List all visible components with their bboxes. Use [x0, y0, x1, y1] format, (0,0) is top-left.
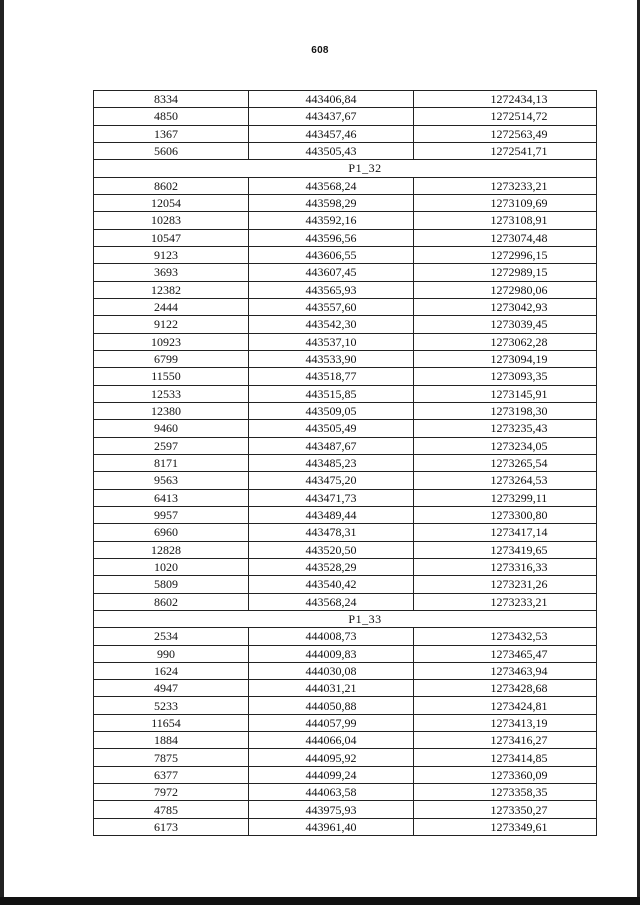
x-coordinate-cell: 443598,29 — [249, 194, 414, 211]
coordinates-table — [93, 90, 597, 836]
point-id-cell: 3693 — [94, 264, 249, 281]
table-row — [94, 194, 597, 211]
table-row — [94, 576, 597, 593]
table-row — [94, 784, 597, 801]
table-row — [94, 368, 597, 385]
section-header-row — [94, 160, 597, 177]
point-id-cell: 12533 — [94, 385, 249, 402]
x-coordinate-cell: 444008,73 — [249, 628, 414, 645]
table-row — [94, 680, 597, 697]
x-coordinate-cell: 443437,67 — [249, 108, 414, 125]
table-row — [94, 662, 597, 679]
x-coordinate-cell: 443607,45 — [249, 264, 414, 281]
table-row — [94, 697, 597, 714]
y-coordinate-cell: 1273235,43 — [414, 420, 597, 437]
x-coordinate-cell: 443975,93 — [249, 801, 414, 818]
x-coordinate-cell: 443540,42 — [249, 576, 414, 593]
y-coordinate-cell: 1273299,11 — [414, 489, 597, 506]
x-coordinate-cell: 443537,10 — [249, 333, 414, 350]
x-coordinate-cell: 443487,67 — [249, 437, 414, 454]
point-id-cell: 6960 — [94, 524, 249, 541]
table-row — [94, 264, 597, 281]
y-coordinate-cell: 1273463,94 — [414, 662, 597, 679]
y-coordinate-cell: 1273360,09 — [414, 766, 597, 783]
point-id-cell: 11550 — [94, 368, 249, 385]
table-row — [94, 420, 597, 437]
y-coordinate-cell: 1272980,06 — [414, 281, 597, 298]
x-coordinate-cell: 443606,55 — [249, 246, 414, 263]
point-id-cell: 1020 — [94, 558, 249, 575]
x-coordinate-cell: 444031,21 — [249, 680, 414, 697]
table-row — [94, 281, 597, 298]
x-coordinate-cell: 443961,40 — [249, 818, 414, 835]
y-coordinate-cell: 1273094,19 — [414, 350, 597, 367]
x-coordinate-cell: 444095,92 — [249, 749, 414, 766]
y-coordinate-cell: 1272563,49 — [414, 125, 597, 142]
y-coordinate-cell: 1273108,91 — [414, 212, 597, 229]
x-coordinate-cell: 443505,49 — [249, 420, 414, 437]
table-row — [94, 524, 597, 541]
x-coordinate-cell: 443471,73 — [249, 489, 414, 506]
y-coordinate-cell: 1273042,93 — [414, 298, 597, 315]
x-coordinate-cell: 443518,77 — [249, 368, 414, 385]
y-coordinate-cell: 1273145,91 — [414, 385, 597, 402]
y-coordinate-cell: 1272989,15 — [414, 264, 597, 281]
y-coordinate-cell: 1273234,05 — [414, 437, 597, 454]
point-id-cell: 12054 — [94, 194, 249, 211]
point-id-cell: 10923 — [94, 333, 249, 350]
y-coordinate-cell: 1273264,53 — [414, 472, 597, 489]
point-id-cell: 9563 — [94, 472, 249, 489]
point-id-cell: 12380 — [94, 402, 249, 419]
y-coordinate-cell: 1273349,61 — [414, 818, 597, 835]
table-row — [94, 818, 597, 835]
y-coordinate-cell: 1273231,26 — [414, 576, 597, 593]
y-coordinate-cell: 1273233,21 — [414, 177, 597, 194]
table-row — [94, 333, 597, 350]
point-id-cell: 9122 — [94, 316, 249, 333]
x-coordinate-cell: 444030,08 — [249, 662, 414, 679]
table-row — [94, 645, 597, 662]
point-id-cell: 8602 — [94, 177, 249, 194]
table-row — [94, 506, 597, 523]
x-coordinate-cell: 443457,46 — [249, 125, 414, 142]
x-coordinate-cell: 443485,23 — [249, 454, 414, 471]
point-id-cell: 1367 — [94, 125, 249, 142]
table-row — [94, 212, 597, 229]
y-coordinate-cell: 1272996,15 — [414, 246, 597, 263]
y-coordinate-cell: 1272434,13 — [414, 91, 597, 108]
y-coordinate-cell: 1273465,47 — [414, 645, 597, 662]
table-row — [94, 350, 597, 367]
point-id-cell: 9123 — [94, 246, 249, 263]
point-id-cell: 12382 — [94, 281, 249, 298]
point-id-cell: 9460 — [94, 420, 249, 437]
y-coordinate-cell: 1272541,71 — [414, 142, 597, 159]
x-coordinate-cell: 443515,85 — [249, 385, 414, 402]
coordinates-table-body — [94, 91, 597, 836]
point-id-cell: 8171 — [94, 454, 249, 471]
point-id-cell: 2597 — [94, 437, 249, 454]
point-id-cell: 4850 — [94, 108, 249, 125]
point-id-cell: 8334 — [94, 91, 249, 108]
section-label: P1_33 — [94, 610, 597, 627]
table-row — [94, 385, 597, 402]
x-coordinate-cell: 443565,93 — [249, 281, 414, 298]
table-row — [94, 454, 597, 471]
y-coordinate-cell: 1273265,54 — [414, 454, 597, 471]
point-id-cell: 7972 — [94, 784, 249, 801]
x-coordinate-cell: 444050,88 — [249, 697, 414, 714]
scan-bottom-edge — [0, 897, 640, 905]
point-id-cell: 11654 — [94, 714, 249, 731]
table-row — [94, 91, 597, 108]
x-coordinate-cell: 444066,04 — [249, 732, 414, 749]
x-coordinate-cell: 443520,50 — [249, 541, 414, 558]
y-coordinate-cell: 1273358,35 — [414, 784, 597, 801]
x-coordinate-cell: 443489,44 — [249, 506, 414, 523]
table-row — [94, 472, 597, 489]
y-coordinate-cell: 1272514,72 — [414, 108, 597, 125]
table-row — [94, 246, 597, 263]
table-row — [94, 801, 597, 818]
point-id-cell: 6799 — [94, 350, 249, 367]
table-row — [94, 732, 597, 749]
x-coordinate-cell: 443406,84 — [249, 91, 414, 108]
y-coordinate-cell: 1273316,33 — [414, 558, 597, 575]
y-coordinate-cell: 1273233,21 — [414, 593, 597, 610]
x-coordinate-cell: 443568,24 — [249, 593, 414, 610]
point-id-cell: 5606 — [94, 142, 249, 159]
x-coordinate-cell: 443596,56 — [249, 229, 414, 246]
point-id-cell: 6377 — [94, 766, 249, 783]
table-row — [94, 714, 597, 731]
page-number: 608 — [311, 45, 329, 56]
point-id-cell: 6413 — [94, 489, 249, 506]
table-row — [94, 229, 597, 246]
x-coordinate-cell: 443542,30 — [249, 316, 414, 333]
y-coordinate-cell: 1273039,45 — [414, 316, 597, 333]
x-coordinate-cell: 443528,29 — [249, 558, 414, 575]
table-row — [94, 402, 597, 419]
table-row — [94, 298, 597, 315]
y-coordinate-cell: 1273424,81 — [414, 697, 597, 714]
y-coordinate-cell: 1273419,65 — [414, 541, 597, 558]
x-coordinate-cell: 443475,20 — [249, 472, 414, 489]
table-row — [94, 766, 597, 783]
section-label: P1_32 — [94, 160, 597, 177]
y-coordinate-cell: 1273416,27 — [414, 732, 597, 749]
table-row — [94, 108, 597, 125]
scan-left-edge — [0, 0, 4, 905]
point-id-cell: 990 — [94, 645, 249, 662]
y-coordinate-cell: 1273413,19 — [414, 714, 597, 731]
x-coordinate-cell: 444057,99 — [249, 714, 414, 731]
section-header-row — [94, 610, 597, 627]
x-coordinate-cell: 444009,83 — [249, 645, 414, 662]
x-coordinate-cell: 443533,90 — [249, 350, 414, 367]
table-row — [94, 142, 597, 159]
x-coordinate-cell: 443478,31 — [249, 524, 414, 541]
point-id-cell: 1884 — [94, 732, 249, 749]
point-id-cell: 2534 — [94, 628, 249, 645]
y-coordinate-cell: 1273417,14 — [414, 524, 597, 541]
table-row — [94, 437, 597, 454]
x-coordinate-cell: 443509,05 — [249, 402, 414, 419]
table-row — [94, 177, 597, 194]
point-id-cell: 4785 — [94, 801, 249, 818]
table-row — [94, 541, 597, 558]
point-id-cell: 10547 — [94, 229, 249, 246]
y-coordinate-cell: 1273414,85 — [414, 749, 597, 766]
point-id-cell: 4947 — [94, 680, 249, 697]
table-row — [94, 125, 597, 142]
y-coordinate-cell: 1273062,28 — [414, 333, 597, 350]
y-coordinate-cell: 1273428,68 — [414, 680, 597, 697]
y-coordinate-cell: 1273198,30 — [414, 402, 597, 419]
table-row — [94, 489, 597, 506]
point-id-cell: 6173 — [94, 818, 249, 835]
table-row — [94, 558, 597, 575]
point-id-cell: 8602 — [94, 593, 249, 610]
x-coordinate-cell: 443592,16 — [249, 212, 414, 229]
y-coordinate-cell: 1273432,53 — [414, 628, 597, 645]
y-coordinate-cell: 1273109,69 — [414, 194, 597, 211]
x-coordinate-cell: 443557,60 — [249, 298, 414, 315]
table-row — [94, 628, 597, 645]
table-row — [94, 316, 597, 333]
table-row — [94, 749, 597, 766]
table-row — [94, 593, 597, 610]
x-coordinate-cell: 443568,24 — [249, 177, 414, 194]
point-id-cell: 2444 — [94, 298, 249, 315]
point-id-cell: 12828 — [94, 541, 249, 558]
point-id-cell: 5233 — [94, 697, 249, 714]
point-id-cell: 1624 — [94, 662, 249, 679]
point-id-cell: 10283 — [94, 212, 249, 229]
point-id-cell: 7875 — [94, 749, 249, 766]
point-id-cell: 9957 — [94, 506, 249, 523]
y-coordinate-cell: 1273350,27 — [414, 801, 597, 818]
x-coordinate-cell: 444063,58 — [249, 784, 414, 801]
y-coordinate-cell: 1273093,35 — [414, 368, 597, 385]
point-id-cell: 5809 — [94, 576, 249, 593]
y-coordinate-cell: 1273074,48 — [414, 229, 597, 246]
x-coordinate-cell: 444099,24 — [249, 766, 414, 783]
y-coordinate-cell: 1273300,80 — [414, 506, 597, 523]
x-coordinate-cell: 443505,43 — [249, 142, 414, 159]
